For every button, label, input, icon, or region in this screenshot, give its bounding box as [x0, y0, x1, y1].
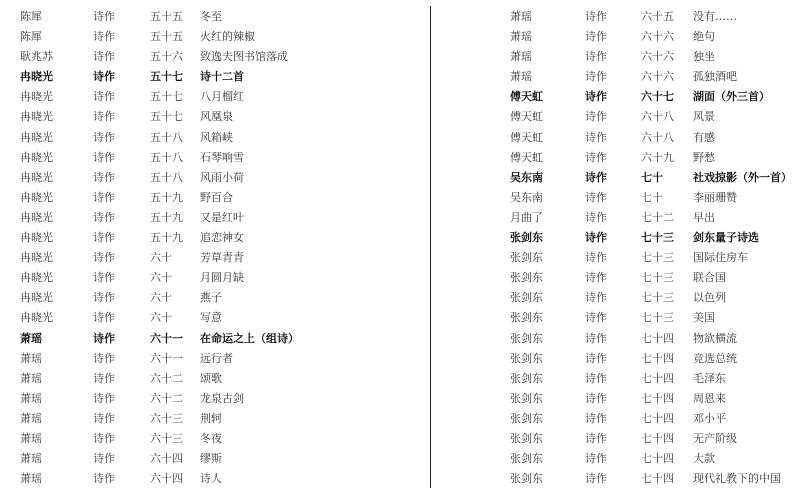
list-item [430, 349, 800, 369]
author-name: 冉晓光 [20, 311, 53, 325]
work-type: 诗作 [585, 70, 607, 84]
work-title: 以色列 [693, 291, 726, 305]
page-number: 五十九 [150, 210, 183, 224]
work-title: 火红的辣椒 [200, 30, 255, 44]
list-item [0, 449, 390, 469]
work-title: 有感 [693, 130, 715, 144]
author-name: 萧瑶 [20, 391, 42, 405]
work-type: 诗作 [585, 150, 607, 164]
work-type: 诗作 [585, 210, 607, 224]
list-item [0, 148, 390, 168]
author-name: 萧瑶 [20, 411, 42, 425]
author-name: 张剑东 [510, 251, 543, 265]
work-type: 诗作 [93, 190, 115, 204]
page-number: 六十一 [150, 351, 183, 365]
work-title: 没有…… [693, 10, 737, 23]
work-type: 诗作 [585, 371, 607, 385]
work-type: 诗作 [585, 431, 607, 445]
work-title: 诗人 [200, 472, 222, 486]
work-title: 竞选总统 [693, 351, 737, 365]
author-name: 张剑东 [510, 371, 543, 385]
author-name: 冉晓光 [20, 190, 53, 204]
page-number: 六十四 [150, 452, 183, 466]
work-title: 荆轲 [200, 411, 222, 425]
work-title: 致逸夫图书馆落成 [200, 50, 288, 64]
author-name: 张剑东 [510, 411, 543, 425]
work-title: 风雨小荷 [200, 170, 244, 184]
list-item [0, 107, 390, 127]
page-number: 六十六 [641, 50, 674, 64]
page-number: 七十三 [641, 251, 674, 265]
author-name: 陈犀 [20, 10, 42, 23]
page-number: 七十四 [641, 472, 674, 486]
page-number: 七十四 [641, 371, 674, 385]
work-type: 诗作 [93, 50, 115, 64]
list-item [0, 389, 390, 409]
work-title: 独坐 [693, 50, 715, 64]
author-name: 冉晓光 [20, 251, 53, 265]
work-type: 诗作 [585, 251, 607, 265]
work-type: 诗作 [93, 351, 115, 365]
list-item [0, 7, 390, 27]
work-title: 社戏掠影（外一首） [693, 170, 792, 184]
page-number: 六十八 [641, 110, 674, 124]
page-number: 七十四 [641, 452, 674, 466]
author-name: 耿兆苏 [20, 50, 53, 64]
author-name: 张剑东 [510, 311, 543, 325]
list-item [0, 87, 390, 107]
work-type: 诗作 [93, 110, 115, 124]
work-title: 孤独酒吧 [693, 70, 737, 84]
list-item [430, 107, 800, 127]
list-item [430, 208, 800, 228]
page-number: 五十七 [150, 110, 183, 124]
list-item [430, 228, 800, 248]
work-title: 石琴响雪 [200, 150, 244, 164]
page-number: 七十四 [641, 331, 674, 345]
work-title: 联合国 [693, 271, 726, 285]
author-name: 傅天虹 [510, 90, 543, 104]
author-name: 张剑东 [510, 472, 543, 486]
page-number: 七十三 [641, 311, 674, 325]
page-number: 七十三 [641, 271, 674, 285]
work-title: 远行者 [200, 351, 233, 365]
author-name: 张剑东 [510, 351, 543, 365]
list-item [0, 429, 390, 449]
work-title: 缪斯 [200, 452, 222, 466]
work-title: 周恩来 [693, 391, 726, 405]
work-type: 诗作 [93, 291, 115, 305]
work-type: 诗作 [93, 30, 115, 44]
work-title: 追恋神女 [200, 231, 244, 245]
list-item [430, 87, 800, 107]
list-item [0, 409, 390, 429]
list-item [430, 188, 800, 208]
page-number: 五十八 [150, 170, 183, 184]
page-number: 五十五 [150, 30, 183, 44]
work-type: 诗作 [93, 391, 115, 405]
work-type: 诗作 [93, 210, 115, 224]
page-number: 五十八 [150, 150, 183, 164]
author-name: 萧瑶 [510, 50, 532, 64]
page-number: 六十五 [641, 10, 674, 23]
author-name: 张剑东 [510, 291, 543, 305]
work-type: 诗作 [93, 170, 115, 184]
work-title: 颂歌 [200, 371, 222, 385]
author-name: 傅天虹 [510, 150, 543, 164]
author-name: 张剑东 [510, 231, 543, 245]
work-type: 诗作 [93, 411, 115, 425]
page-number: 五十八 [150, 130, 183, 144]
work-type: 诗作 [93, 231, 115, 245]
work-title: 现代礼教下的中国 [693, 472, 781, 486]
list-item [430, 308, 800, 328]
page-number: 七十三 [641, 291, 674, 305]
list-item [430, 429, 800, 449]
author-name: 陈犀 [20, 30, 42, 44]
list-item [0, 168, 390, 188]
page-number: 七十四 [641, 431, 674, 445]
page-number: 六十八 [641, 130, 674, 144]
right-column [430, 0, 800, 489]
author-name: 冉晓光 [20, 90, 53, 104]
work-type: 诗作 [93, 271, 115, 285]
list-item [0, 308, 390, 328]
author-name: 月曲了 [510, 210, 543, 224]
author-name: 萧瑶 [20, 472, 42, 486]
list-item [430, 67, 800, 87]
work-title: 冬至 [200, 10, 222, 23]
work-title: 物欲横流 [693, 331, 737, 345]
author-name: 吴东南 [510, 170, 543, 184]
work-title: 美国 [693, 311, 715, 325]
list-item [430, 449, 800, 469]
work-type: 诗作 [585, 190, 607, 204]
work-type: 诗作 [585, 331, 607, 345]
work-title: 早出 [693, 210, 715, 224]
work-title: 大款 [693, 452, 715, 466]
work-type: 诗作 [93, 90, 115, 104]
list-item [430, 268, 800, 288]
author-name: 萧瑶 [20, 431, 42, 445]
author-name: 张剑东 [510, 331, 543, 345]
work-title: 芳草青青 [200, 251, 244, 265]
list-item [0, 349, 390, 369]
author-name: 冉晓光 [20, 170, 53, 184]
work-type: 诗作 [585, 391, 607, 405]
work-title: 野愁 [693, 150, 715, 164]
author-name: 冉晓光 [20, 150, 53, 164]
work-title: 写意 [200, 311, 222, 325]
author-name: 冉晓光 [20, 130, 53, 144]
author-name: 冉晓光 [20, 70, 53, 84]
author-name: 吴东南 [510, 190, 543, 204]
page-number: 七十二 [641, 210, 674, 224]
work-title: 风景 [693, 110, 715, 124]
author-name: 张剑东 [510, 391, 543, 405]
work-type: 诗作 [93, 371, 115, 385]
list-item [0, 369, 390, 389]
work-title: 邓小平 [693, 411, 726, 425]
author-name: 冉晓光 [20, 110, 53, 124]
list-item [430, 248, 800, 268]
list-item [430, 148, 800, 168]
author-name: 冉晓光 [20, 271, 53, 285]
work-type: 诗作 [585, 90, 607, 104]
page-number: 五十六 [150, 50, 183, 64]
work-type: 诗作 [93, 10, 115, 23]
work-type: 诗作 [585, 10, 607, 23]
work-title: 无产阶级 [693, 431, 737, 445]
list-item [0, 469, 390, 489]
page-number: 六十 [150, 291, 172, 305]
author-name: 傅天虹 [510, 130, 543, 144]
page-number: 七十 [641, 190, 663, 204]
work-type: 诗作 [93, 331, 115, 345]
author-name: 冉晓光 [20, 291, 53, 305]
work-type: 诗作 [585, 351, 607, 365]
work-title: 李丽珊赞 [693, 190, 737, 204]
list-item [0, 248, 390, 268]
left-column [0, 0, 390, 489]
work-type: 诗作 [93, 70, 115, 84]
work-type: 诗作 [585, 311, 607, 325]
author-name: 萧瑶 [510, 10, 532, 23]
work-type: 诗作 [585, 50, 607, 64]
work-title: 冬夜 [200, 431, 222, 445]
work-type: 诗作 [585, 271, 607, 285]
list-item [430, 369, 800, 389]
author-name: 张剑东 [510, 452, 543, 466]
page-number: 七十三 [641, 231, 674, 245]
page-number: 六十七 [641, 90, 674, 104]
list-item [430, 469, 800, 489]
work-type: 诗作 [585, 291, 607, 305]
author-name: 冉晓光 [20, 231, 53, 245]
work-type: 诗作 [585, 30, 607, 44]
page-number: 六十四 [150, 472, 183, 486]
work-title: 又是红叶 [200, 210, 244, 224]
work-type: 诗作 [93, 251, 115, 265]
list-item [430, 128, 800, 148]
list-item [0, 268, 390, 288]
work-title: 诗十二首 [200, 70, 244, 84]
page-number: 六十六 [641, 70, 674, 84]
work-title: 龙泉古剑 [200, 391, 244, 405]
page-number: 六十三 [150, 431, 183, 445]
author-name: 萧瑶 [510, 30, 532, 44]
author-name: 萧瑶 [20, 371, 42, 385]
page-number: 六十一 [150, 331, 183, 345]
page-number: 六十 [150, 311, 172, 325]
work-type: 诗作 [93, 130, 115, 144]
author-name: 萧瑶 [510, 70, 532, 84]
author-name: 萧瑶 [20, 351, 42, 365]
page-number: 七十四 [641, 391, 674, 405]
list-item [430, 329, 800, 349]
work-type: 诗作 [585, 170, 607, 184]
page-number: 五十五 [150, 10, 183, 23]
work-title: 绝句 [693, 30, 715, 44]
page-number: 六十九 [641, 150, 674, 164]
work-type: 诗作 [585, 411, 607, 425]
work-title: 野百合 [200, 190, 233, 204]
list-item [0, 228, 390, 248]
list-item [0, 329, 390, 349]
list-item [0, 288, 390, 308]
page-number: 六十六 [641, 30, 674, 44]
work-title: 风凰泉 [200, 110, 233, 124]
author-name: 萧瑶 [20, 331, 42, 345]
list-item [430, 7, 800, 27]
page-number: 五十七 [150, 70, 183, 84]
work-title: 剑东量子诗选 [693, 231, 759, 245]
author-name: 张剑东 [510, 271, 543, 285]
list-item [430, 288, 800, 308]
list-item [0, 188, 390, 208]
work-title: 在命运之上（组诗） [200, 331, 299, 345]
list-item [430, 27, 800, 47]
work-type: 诗作 [585, 472, 607, 486]
page-number: 七十四 [641, 351, 674, 365]
page-number: 五十九 [150, 190, 183, 204]
list-item [0, 27, 390, 47]
author-name: 冉晓光 [20, 210, 53, 224]
list-item [430, 47, 800, 67]
work-type: 诗作 [93, 431, 115, 445]
list-item [0, 208, 390, 228]
work-title: 湖面（外三首） [693, 90, 770, 104]
work-title: 毛泽东 [693, 371, 726, 385]
page-number: 六十二 [150, 391, 183, 405]
page-number: 七十 [641, 170, 663, 184]
list-item [0, 128, 390, 148]
page-number: 六十 [150, 271, 172, 285]
list-item [0, 47, 390, 67]
author-name: 萧瑶 [20, 452, 42, 466]
work-type: 诗作 [585, 130, 607, 144]
page-number: 六十二 [150, 371, 183, 385]
list-item [430, 168, 800, 188]
page-number: 五十七 [150, 90, 183, 104]
work-type: 诗作 [93, 311, 115, 325]
work-title: 八月榴红 [200, 90, 244, 104]
work-type: 诗作 [93, 472, 115, 486]
page-number: 七十四 [641, 411, 674, 425]
work-title: 月圆月缺 [200, 271, 244, 285]
work-title: 风箱峡 [200, 130, 233, 144]
author-name: 张剑东 [510, 431, 543, 445]
work-type: 诗作 [93, 452, 115, 466]
work-type: 诗作 [93, 150, 115, 164]
work-type: 诗作 [585, 452, 607, 466]
work-type: 诗作 [585, 110, 607, 124]
page-number: 六十 [150, 251, 172, 265]
list-item [0, 67, 390, 87]
page-number: 六十三 [150, 411, 183, 425]
work-type: 诗作 [585, 231, 607, 245]
list-item [430, 389, 800, 409]
page-number: 五十九 [150, 231, 183, 245]
list-item [430, 409, 800, 429]
work-title: 燕子 [200, 291, 222, 305]
work-title: 国际住房车 [693, 251, 748, 265]
author-name: 傅天虹 [510, 110, 543, 124]
